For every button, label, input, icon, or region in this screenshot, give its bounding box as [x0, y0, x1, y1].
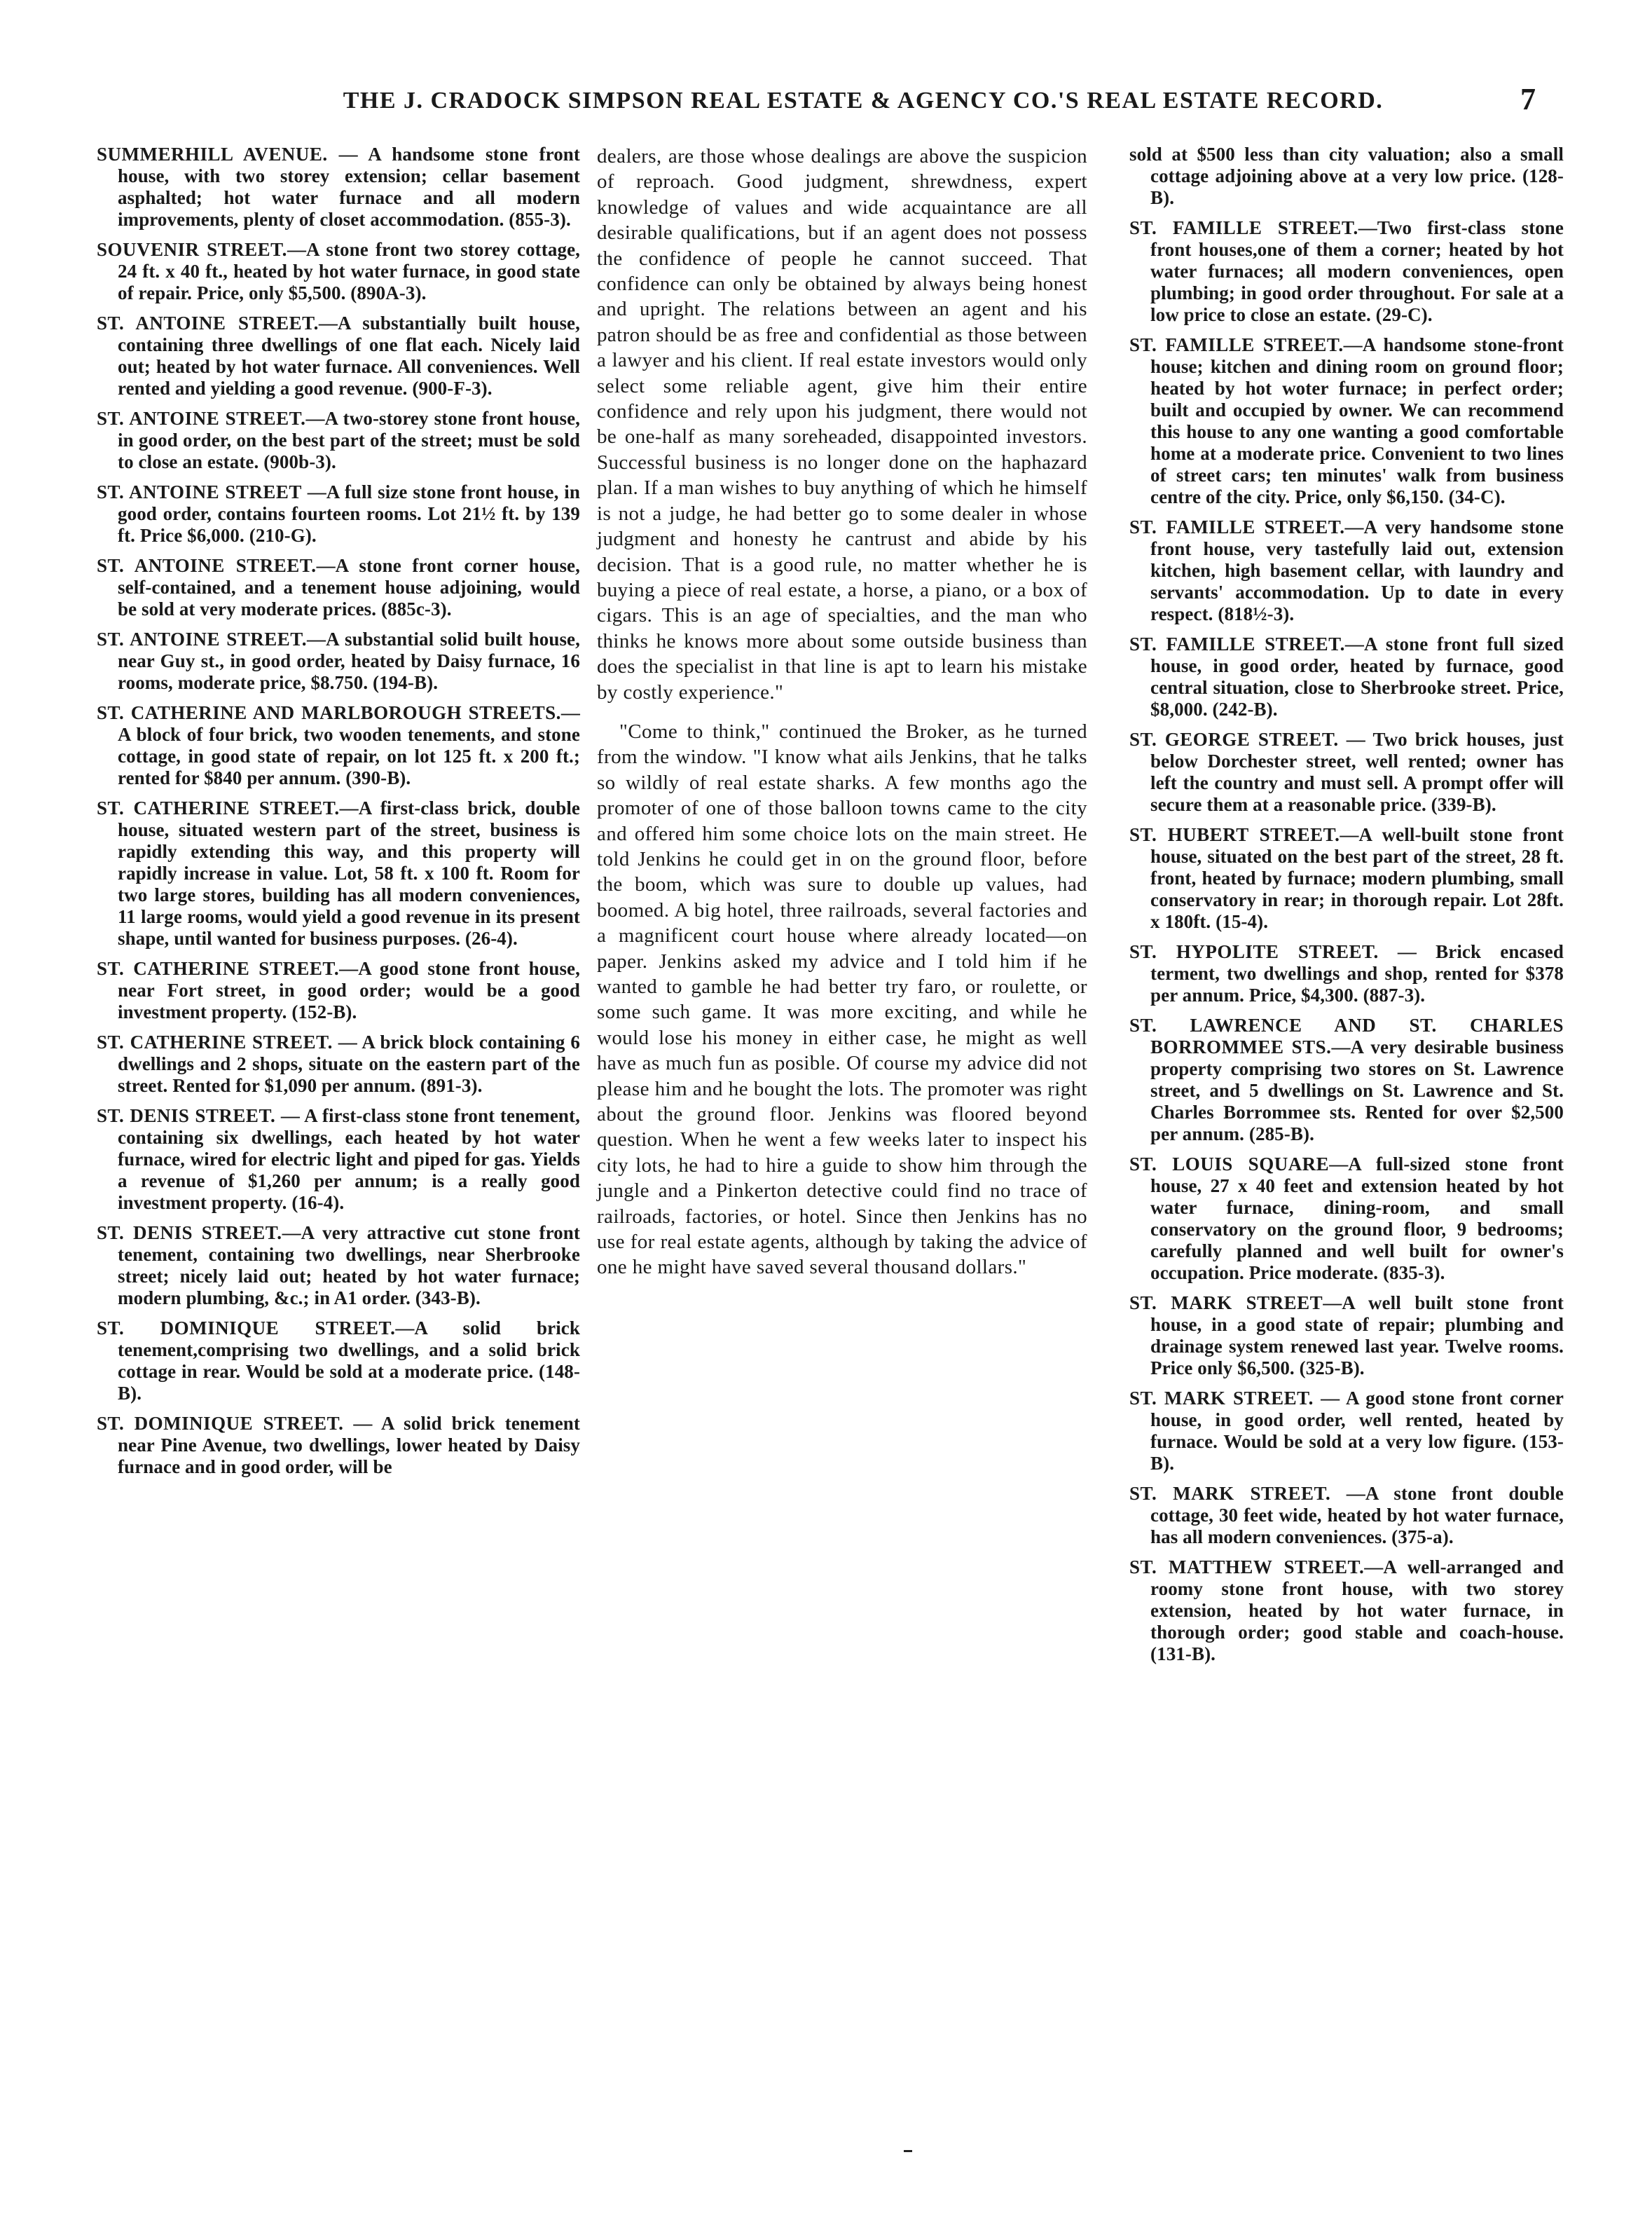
- listing-entry: [1129, 144, 1564, 209]
- listing-entry: [97, 702, 580, 789]
- listing-entry: [97, 239, 580, 304]
- listing-street-name: ST. ANTOINE STREET.: [97, 555, 317, 576]
- listing-street-name: ST. FAMILLE STREET.: [1129, 634, 1345, 655]
- listing-entry: [97, 1317, 580, 1404]
- listing-entry: [1129, 941, 1564, 1006]
- listing-description: —A stone front two storey cottage, 24 ft. x 40 ft., heated by hot water furnace, in good state of repair. Price, only $5,500. (890A-3).: [118, 239, 581, 303]
- listing-entry: [1129, 634, 1564, 720]
- listing-street-name: ST. ANTOINE STREET: [97, 481, 302, 502]
- listing-description: — A good stone front corner house, in good order, well rented, heated by furnace. Would be sold at a very low figure. (153-B).: [1150, 1388, 1564, 1474]
- listing-street-name: ST. DOMINIQUE STREET.: [97, 1317, 396, 1339]
- listing-entry: [1129, 1015, 1564, 1145]
- listing-street-name: ST. HYPOLITE STREET.: [1129, 941, 1379, 962]
- listing-description: —A very desirable business property comprising two stores on St. Lawrence street, and 5 dwellings on St. Lawrence and St. Charles Borrommee sts. Rented for over $2,500 per annum. (285-B).: [1150, 1036, 1564, 1144]
- listing-entry: [1129, 729, 1564, 816]
- listing-description: —A two-storey stone front house, in good order, on the best part of the street; must be sold to close an estate. (900b-3).: [118, 408, 580, 472]
- listing-description: —A very attractive cut stone front tenement, containing two dwellings, near Sherbrooke street; nicely laid out; heated by hot water furnace; modern plumbing, &c.; in A1 order. (343-B).: [118, 1222, 580, 1308]
- listing-entry: [97, 1032, 580, 1097]
- listing-entry: [97, 629, 580, 694]
- listing-street-name: ST. CATHERINE STREET.: [97, 958, 340, 979]
- end-dash-divider: [904, 2150, 912, 2152]
- listing-entry: [97, 797, 580, 950]
- listing-description: — A handsome stone front house, with two storey extension; cellar basement asphalted; hot water furnace and all modern improvements, plenty of closet accommodation. (855-3).: [118, 144, 581, 230]
- listing-street-name: ST. ANTOINE STREET.: [97, 313, 319, 334]
- listing-street-name: SUMMERHILL AVENUE.: [97, 144, 328, 165]
- listing-description: —A stone front full sized house, in good order, heated by furnace, good central situation, close to Sherbrooke street. Price, $8,000. (242-B).: [1150, 634, 1564, 720]
- listing-entry: [97, 1105, 580, 1214]
- listing-description: —A well-built stone front house, situated on the best part of the street, 28 ft. front, heated by furnace; modern plumbing, small conservatory in rear; in thorough repair. Lot 28ft. x 180ft. (15-4).: [1150, 824, 1564, 932]
- listing-street-name: ST. DOMINIQUE STREET.: [97, 1413, 344, 1434]
- listing-description: —A full-sized stone front house, 27 x 40 feet and extension heated by hot water furnace, dining-room, and small conservatory on the ground floor, 9 bedrooms; carefully planned and well built for owner's occupation. Price moderate. (835-3).: [1150, 1154, 1564, 1283]
- listing-description: —A handsome stone-front house; kitchen and dining room on ground floor; heated by hot woter furnace; in perfect order; built and occupied by owner. We can recommend this house to any one wanting a good comfortable home at a moderate price. Convenient to two lines of street cars; ten minutes' walk from business centre of the city. Price, only $6,150. (34-C).: [1150, 334, 1564, 507]
- listing-description: —A well built stone front house, in a good state of repair; plumbing and drainage system renewed last year. Twelve rooms. Price only $6,500. (325-B).: [1150, 1292, 1564, 1378]
- listing-entry: [97, 313, 580, 399]
- listing-entry: [1129, 516, 1564, 625]
- listing-description: —A first-class brick, double house, situated western part of the street, business is rapidly extending this way, and this property will rapidly increase in value. Lot, 58 ft. x 100 ft. Room for two large stores, building has all modern conveniences, 11 large rooms, would yield a good revenue in its present shape, until wanted for business purposes. (26-4).: [118, 797, 581, 949]
- listing-street-name: ST. MARK STREET: [1129, 1292, 1323, 1313]
- listing-street-name: ST. CATHERINE STREET.: [97, 797, 340, 819]
- listing-entry: [97, 481, 580, 547]
- listing-street-name: ST. GEORGE STREET.: [1129, 729, 1339, 750]
- listing-entry: [97, 1222, 580, 1309]
- listing-description: — Brick encased terment, two dwellings and shop, rented for $378 per annum. Price, $4,300. (887-3).: [1150, 941, 1564, 1006]
- listing-description: —A stone front corner house, self-contained, and a tenement house adjoining, would be sold at very moderate prices. (885c-3).: [118, 555, 580, 619]
- listing-description: —A full size stone front house, in good order, contains fourteen rooms. Lot 21½ ft. by 139 ft. Price $6,000. (210-G).: [118, 481, 580, 546]
- listing-street-name: ST. ANTOINE STREET.: [97, 629, 308, 650]
- article-paragraph: "Come to think," continued the Broker, as he turned from the window. "I know what ails Jenkins, that he talks so wildly of real estate sharks. A few months ago the promoter of one of those balloon towns came to the city and offered him some choice lots on the main street. He told Jenkins he could get in on the ground floor, before the boom, which was sure to double up values, had boomed. A big hotel, three railroads, several factories and a magnificent court house where already located—on paper. Jenkins asked my advice and I told him if he wanted to gamble he had better try faro, or roulette, or some such game. It was more exciting, and while he would lose his money in either case, he might as well have as much fun as posible. Of course my advice did not please him and he bought the lots. The promoter was right about the ground floor. Jenkins was floored beyond question. When he went a few weeks later to inspect his city lots, he had to hire a guide to show him through the jungle and a Pinkerton detective could find no trace of railroads, factories, or hotel. Since then Jenkins has no use for real estate agents, although by taking the advice of one he might have saved several thousand dollars.": [597, 720, 1087, 1279]
- listing-description: — Two brick houses, just below Dorchester street, well rented; owner has left the country and must sell. A prompt offer will secure them at a reasonable price. (339-B).: [1150, 729, 1564, 815]
- listing-entry: [1129, 334, 1564, 508]
- listing-description: — A brick block containing 6 dwellings and 2 shops, situate on the eastern part of the street. Rented for $1,090 per annum. (891-3).: [118, 1032, 580, 1096]
- listing-entry: [1129, 1483, 1564, 1548]
- listing-description: —Two first-class stone front houses,one of them a corner; heated by hot water furnaces; all modern conveniences, open plumbing; in good order throughout. For sale at a low price to close an estate. (29-C).: [1150, 217, 1564, 325]
- listing-street-name: ST. FAMILLE STREET.: [1129, 217, 1358, 238]
- listing-description: — A solid brick tenement near Pine Avenue, two dwellings, lower heated by Daisy furnace and in good order, will be: [118, 1413, 580, 1477]
- article-paragraph: dealers, are those whose dealings are above the suspicion of reproach. Good judgment, shrewdness, expert knowledge of values and wide acquaintance are all desirable qualifications, but if an agent does not possess the confidence of people he cannot succeed. That confidence can only be obtained by always being honest and upright. The relations between an agent and his patron should be as free and confidential as those between a lawyer and his client. If real estate investors would only select some reliable agent, give him their entire confidence and rely upon his judgment, there would not be one-half as many soreheaded, disappointed investors. Successful business is no longer done on the haphazard plan. If a man wishes to buy anything of which he himself is not a judge, he had better go to some dealer in whose judgment and honesty he cantrust and abide by his decision. That is a good rule, no matter whether he is buying a piece of real estate, a horse, a piano, or a box of cigars. This is an age of specialties, and the man who thinks he knows more about some outside business than does the specialist in that line is apt to learn his mistake by costly experience.": [597, 145, 1087, 704]
- listing-street-name: ST. MATTHEW STREET.: [1129, 1556, 1365, 1577]
- page-header: [0, 83, 1652, 125]
- listing-description: —A substantial solid built house, near Guy st., in good order, heated by Daisy furnace, 16 rooms, moderate price, $8.750. (194-B).: [118, 629, 580, 693]
- listing-description: —A very handsome stone front house, very tastefully laid out, extension kitchen, high basement cellar, with laundry and servants' accommodation. Up to date in every respect. (818½-3).: [1150, 516, 1564, 624]
- listing-description: —A substantially built house, containing three dwellings of one flat each. Nicely laid out; heated by hot water furnace. All conveniences. Well rented and yielding a good revenue. (900-F-3).: [118, 313, 580, 399]
- listing-entry: [97, 408, 580, 473]
- column-2-article: [597, 144, 1087, 1294]
- listing-street-name: ST. LAWRENCE AND ST. CHARLES BORROMMEE STS.: [1129, 1015, 1564, 1057]
- listing-entry: [97, 144, 580, 231]
- listing-entry: [1129, 217, 1564, 326]
- listing-street-name: ST. MARK STREET.: [1129, 1388, 1314, 1409]
- listing-street-name: ST. LOUIS SQUARE: [1129, 1154, 1330, 1175]
- listing-entry: [1129, 1292, 1564, 1379]
- page-number: 7: [1520, 82, 1536, 116]
- listing-street-name: ST. MARK STREET.: [1129, 1483, 1331, 1504]
- listing-street-name: ST. FAMILLE STREET.: [1129, 516, 1345, 538]
- listing-entry: [1129, 824, 1564, 933]
- listing-street-name: ST. ANTOINE STREET.: [97, 408, 306, 429]
- listing-street-name: ST. DENIS STREET.: [97, 1222, 282, 1243]
- listing-entry: [97, 1413, 580, 1478]
- listing-entry: [1129, 1154, 1564, 1284]
- listing-street-name: ST. FAMILLE STREET.: [1129, 334, 1344, 355]
- listing-street-name: ST. DENIS STREET.: [97, 1105, 276, 1126]
- listing-entry: [1129, 1556, 1564, 1665]
- listing-entry: [1129, 1388, 1564, 1474]
- listing-entry: [97, 958, 580, 1023]
- listing-street-name: ST. HUBERT STREET.: [1129, 824, 1340, 845]
- listing-description: —A well-arranged and roomy stone front house, with two storey extension, heated by hot water furnace, in thorough order; good stable and coach-house. (131-B).: [1150, 1556, 1564, 1664]
- listing-description: —A good stone front house, near Fort street, in good order; would be a good investment property. (152-B).: [118, 958, 580, 1022]
- listing-street-name: ST. CATHERINE AND MARLBOROUGH STREETS.: [97, 702, 561, 723]
- listing-street-name: ST. CATHERINE STREET.: [97, 1032, 333, 1053]
- listing-street-name: SOUVENIR STREET.: [97, 239, 287, 260]
- listing-description: —A stone front double cottage, 30 feet wide, heated by hot water furnace, has all modern conveniences. (375-a).: [1150, 1483, 1564, 1547]
- listing-description: —A solid brick tenement,comprising two dwellings, and a solid brick cottage in rear. Would be sold at a moderate price. (148-B).: [118, 1317, 581, 1404]
- listing-entry: [97, 555, 580, 620]
- listing-description: sold at $500 less than city valuation; also a small cottage adjoining above at a very low price. (128-B).: [1129, 144, 1564, 208]
- column-1-listings: [97, 144, 580, 1486]
- column-3-listings: [1129, 144, 1564, 1673]
- listing-description: — A first-class stone front tenement, containing six dwellings, each heated by hot water furnace, wired for electric light and piped for gas. Yields a revenue of $1,260 per annum; is a really good investment property. (16-4).: [118, 1105, 580, 1213]
- running-head-title: THE J. CRADOCK SIMPSON REAL ESTATE & AGENCY CO.'S REAL ESTATE RECORD.: [343, 88, 1384, 114]
- listing-description: —A block of four brick, two wooden tenements, and stone cottage, in good state of repair, on lot 125 ft. x 200 ft.; rented for $840 per annum. (390-B).: [118, 702, 580, 788]
